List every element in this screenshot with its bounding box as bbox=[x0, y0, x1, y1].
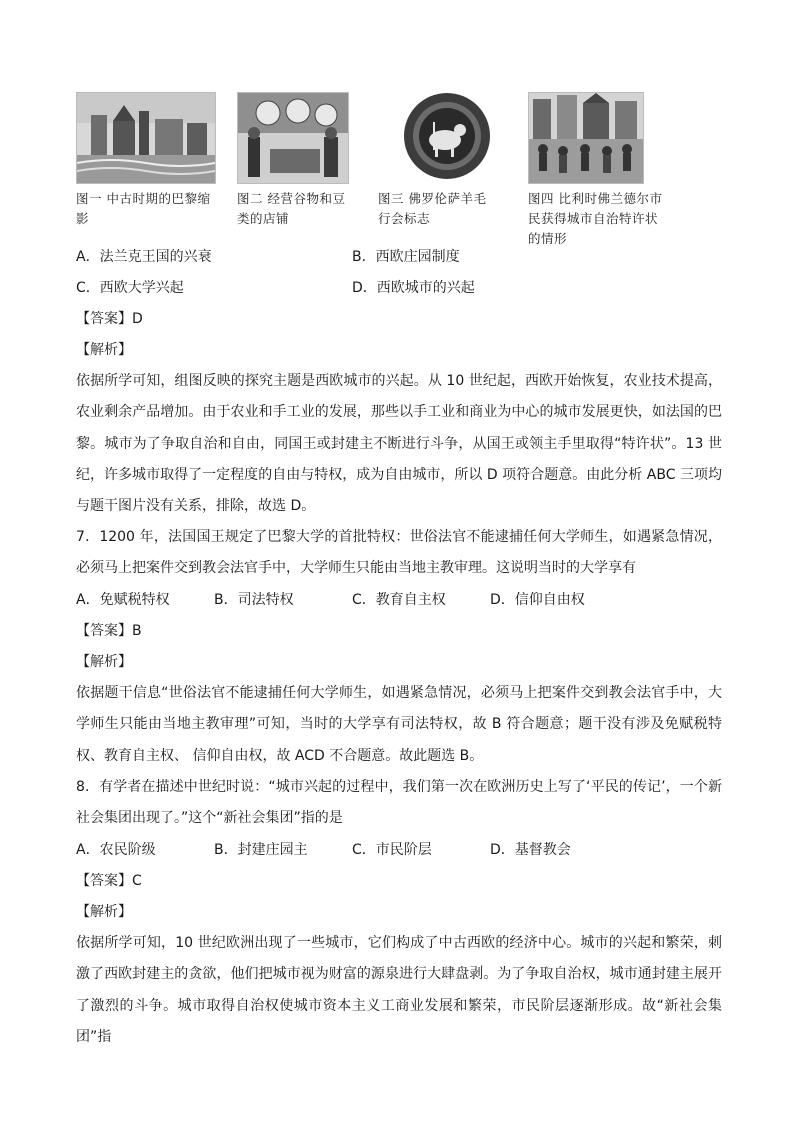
wool-guild-emblem-icon bbox=[378, 92, 496, 184]
q7-analysis-label: 【解析】 bbox=[76, 654, 132, 670]
q6-analysis: 依据所学可知，组图反映的探究主题是西欧城市的兴起。从 10 世纪起，西欧开始恢复，农业技术提高，农业剩余产品增加。由于农业和手工业的发展，那些以手工业和商业为中心的城市发展更快，如法国的巴黎。城市为了争取自治和自由，同国王或封建主不断进行斗争，从国王或领主手里取得“特许状”。13 世纪，许多城市取得了一定程度的自由与特权，成为自由城市，所以 D 项符合题意。由此分析 ABC 三项均与题干图片没有关系，排除，故选 D。 bbox=[76, 373, 722, 515]
q7-option-b: B．司法特权 bbox=[214, 592, 294, 608]
figure-1 bbox=[76, 92, 216, 229]
q6-option-b: B．西欧庄园制度 bbox=[352, 249, 460, 265]
figure-caption: 图四 比利时佛兰德尔市民获得城市自治特许状的情形 bbox=[528, 191, 663, 246]
q8-option-b: B．封建庄园主 bbox=[214, 842, 308, 858]
q8-option-a: A．农民阶级 bbox=[76, 842, 156, 858]
figure-4 bbox=[528, 92, 666, 249]
q7-stem: 7．1200 年，法国国王规定了巴黎大学的首批特权：世俗法官不能逮捕任何大学师生，如遇紧急情况，必须马上把案件交到教会法官手中，大学师生只能由当地主教审理。这说明当时的大学享有 bbox=[76, 529, 722, 577]
q6-answer: 【答案】D bbox=[76, 311, 143, 327]
figure-caption: 图二 经营谷物和豆类的店铺 bbox=[237, 191, 346, 226]
q7-option-c: C．教育自主权 bbox=[352, 592, 446, 608]
q8-analysis-label: 【解析】 bbox=[76, 904, 132, 920]
q8-stem: 8．有学者在描述中世纪时说：“城市兴起的过程中，我们第一次在欧洲历史上写了‘平民的传记’，一个新社会集团出现了。”这个“新社会集团”指的是 bbox=[76, 779, 722, 827]
q6-option-c: C．西欧大学兴起 bbox=[76, 280, 184, 296]
figure-caption: 图三 佛罗伦萨羊毛行会标志 bbox=[378, 191, 487, 226]
figure-2 bbox=[237, 92, 349, 229]
q8-option-c: C．市民阶层 bbox=[352, 842, 432, 858]
q8-option-d: D．基督教会 bbox=[490, 842, 571, 858]
q8-answer: 【答案】C bbox=[76, 873, 142, 889]
q6-option-d: D．西欧城市的兴起 bbox=[352, 280, 475, 296]
q7-answer: 【答案】B bbox=[76, 623, 142, 639]
q7-option-a: A．免赋税特权 bbox=[76, 592, 170, 608]
q7-option-d: D．信仰自由权 bbox=[490, 592, 585, 608]
q6-option-a: A．法兰克王国的兴衰 bbox=[76, 249, 212, 265]
paris-city-engraving-icon bbox=[76, 92, 216, 184]
q7-analysis: 依据题干信息“世俗法官不能逮捕任何大学师生，如遇紧急情况，必须马上把案件交到教会法官手中，大学师生只能由当地主教审理”可知，当时的大学享有司法特权，故 B 符合题意；题干没有涉及免赋税特权、教育自主权、 信仰自由权，故 ACD 不合题意。故此题选 B。 bbox=[76, 685, 722, 764]
figure-caption: 图一 中古时期的巴黎缩影 bbox=[76, 191, 211, 226]
flanders-charter-scene-icon bbox=[528, 92, 644, 184]
figure-row bbox=[76, 92, 676, 246]
q6-analysis-label: 【解析】 bbox=[76, 342, 132, 358]
figure-3 bbox=[378, 92, 496, 229]
q8-analysis: 依据所学可知，10 世纪欧洲出现了一些城市，它们构成了中古西欧的经济中心。城市的兴起和繁荣，刺激了西欧封建主的贪欲，他们把城市视为财富的源泉进行大肆盘剥。为了争取自治权，城市通封建主展开了激烈的斗争。城市取得自治权使城市资本主义工商业发展和繁荣，市民阶层逐渐形成。故“新社会集团”指 bbox=[76, 935, 722, 1045]
grain-shop-illustration-icon bbox=[237, 92, 349, 184]
